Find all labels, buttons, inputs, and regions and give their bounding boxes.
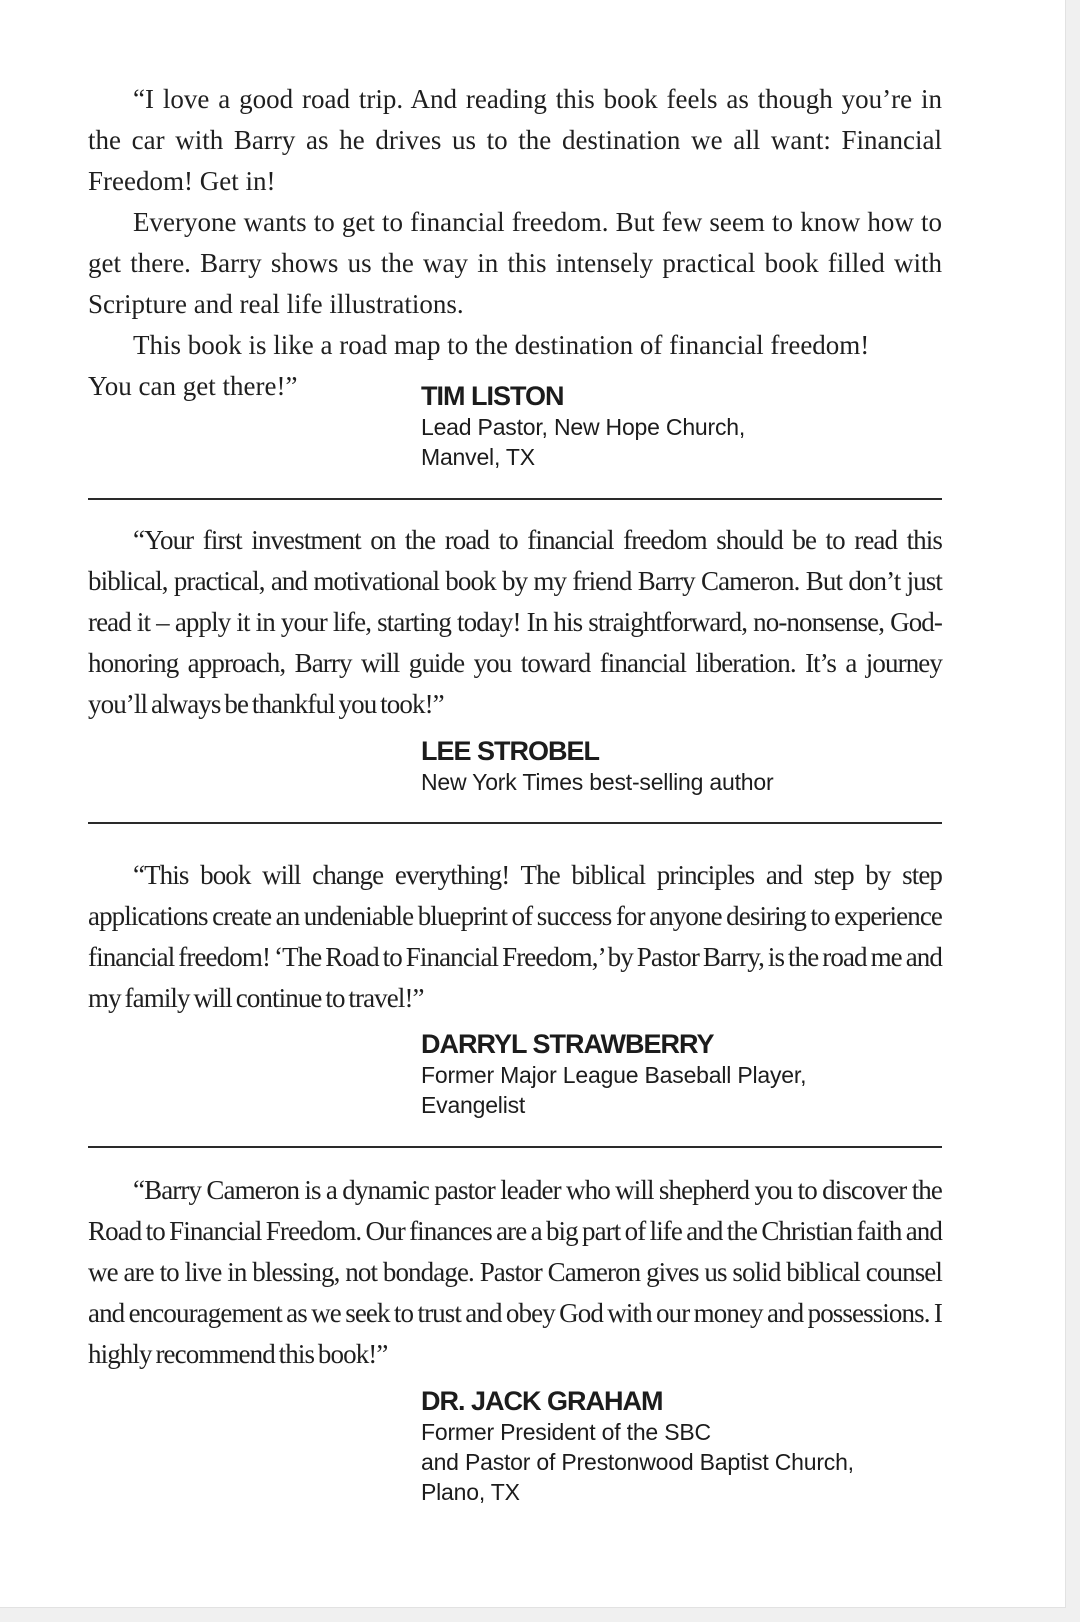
endorser-attribution — [421, 380, 745, 472]
endorser-attribution — [421, 735, 773, 797]
quote-paragraph: “Your first investment on the road to financial freedom should be to read this biblical, practical, and motivational book by my friend Barry Cameron. But don’t just read it – apply it in your life, starting today! In his straightforward, no-nonsense, God-honoring approach, Barry will guide you toward financial liberation. It’s a journey you’ll always be thankful you took!” — [88, 525, 942, 719]
endorsement-quote — [88, 855, 942, 1019]
endorser-attribution — [421, 1385, 854, 1507]
endorser-role: Evangelist — [421, 1092, 526, 1118]
endorser-role: Former President of the SBC — [421, 1419, 711, 1445]
divider-rule — [88, 822, 942, 824]
endorser-attribution — [421, 1028, 806, 1120]
divider-rule — [88, 498, 942, 500]
quote-paragraph: You can get there!” — [88, 371, 298, 401]
endorser-name: DR. JACK GRAHAM — [421, 1386, 663, 1416]
endorser-name: TIM LISTON — [421, 381, 564, 411]
endorser-role: Lead Pastor, New Hope Church, — [421, 414, 746, 440]
quote-paragraph: “Barry Cameron is a dynamic pastor leader who will shepherd you to discover the Road to Financial Freedom. Our finances are a big part of life and the Christian faith and we are to live in blessing, not bondage. Pastor Cameron gives us solid biblical counsel and encouragement as we seek to trust and obey God with our money and possessions. I highly recommend this book!” — [88, 1175, 942, 1369]
endorser-role: Plano, TX — [421, 1479, 520, 1505]
quote-paragraph: “I love a good road trip. And reading this book feels as though you’re in the car with Barry as he drives us to the destination we all want: Financial Freedom! Get in! — [88, 84, 942, 196]
endorser-name: LEE STROBEL — [421, 736, 600, 766]
quote-paragraph: This book is like a road map to the destination of financial freedom! — [133, 330, 870, 360]
endorser-role: Former Major League Baseball Player, — [421, 1062, 807, 1088]
quote-paragraph: “This book will change everything! The biblical principles and step by step applications create an undeniable blueprint of success for anyone desiring to experience financial freedom! ‘The Road to Financial Freedom,’ by Pastor Barry, is the road me and my family will continue to travel!” — [88, 860, 942, 1013]
endorsement-quote — [88, 79, 942, 407]
divider-rule — [88, 1146, 942, 1148]
endorser-role: Manvel, TX — [421, 444, 535, 470]
endorsement-quote — [88, 520, 942, 725]
endorser-role: New York Times best-selling author — [421, 769, 774, 795]
endorser-name: DARRYL STRAWBERRY — [421, 1029, 714, 1059]
endorser-role: and Pastor of Prestonwood Baptist Church, — [421, 1449, 854, 1475]
endorsement-quote — [88, 1170, 942, 1375]
quote-paragraph: Everyone wants to get to financial freedom. But few seem to know how to get there. Barry shows us the way in this intensely practical book filled with Scripture and real life illustrations. — [88, 207, 942, 319]
